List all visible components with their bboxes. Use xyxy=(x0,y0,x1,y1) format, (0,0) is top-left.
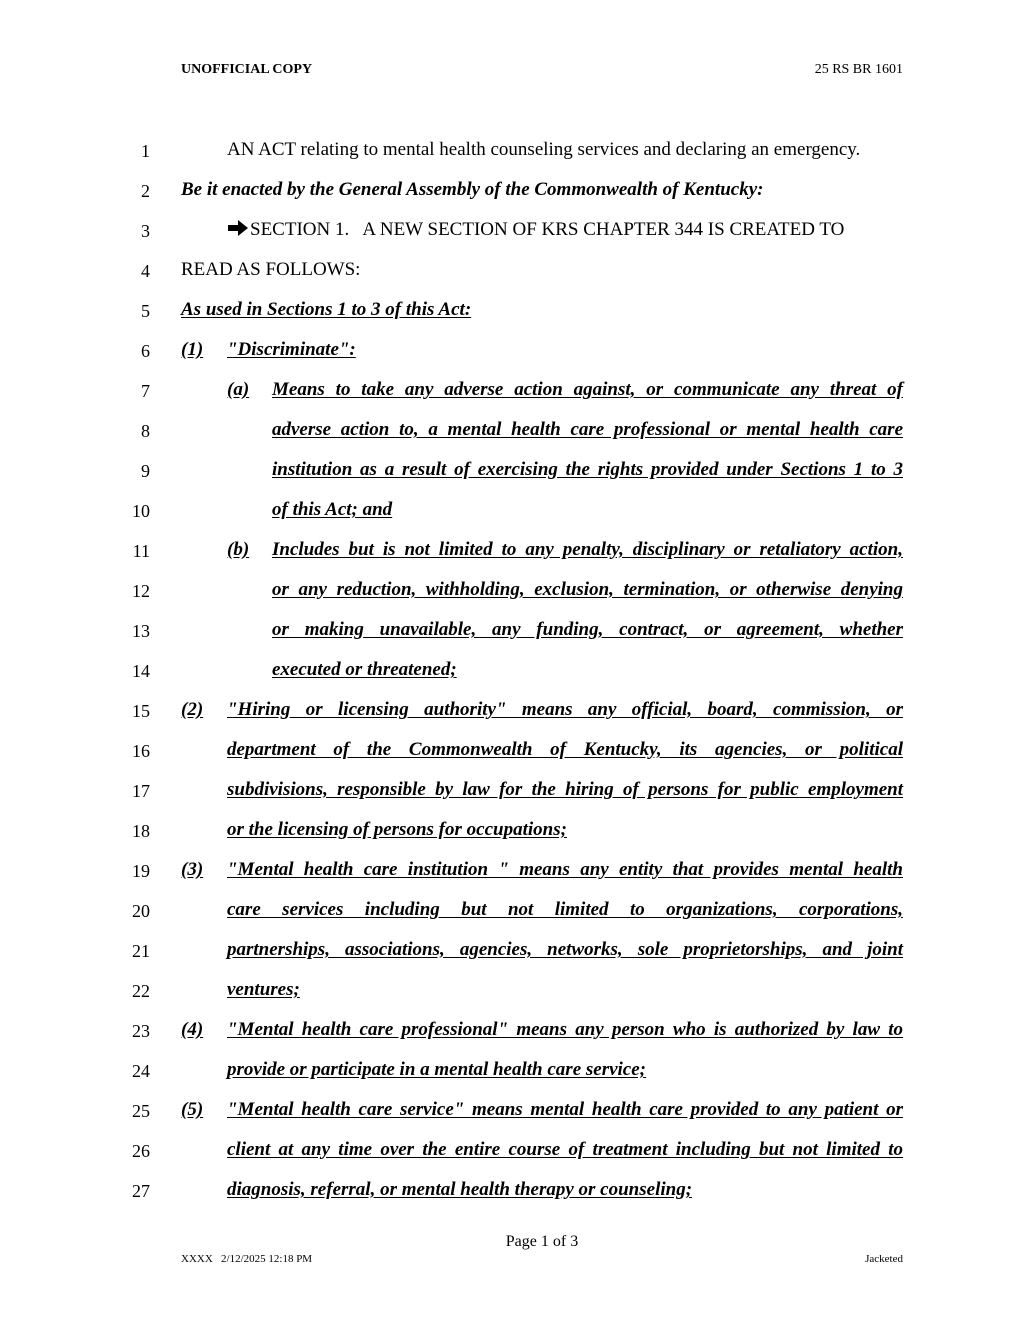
item-label-3: (3) xyxy=(181,859,204,880)
line-number: 19 xyxy=(132,861,150,881)
definition-discriminate-term: "Discriminate": xyxy=(227,339,356,360)
definition-text: diagnosis, referral, or mental health therapy or counseling; xyxy=(227,1179,693,1200)
section-heading xyxy=(227,218,903,242)
line-number: 2 xyxy=(141,181,150,201)
definition-text: "Mental health care institution " means any entity that provides mental health xyxy=(227,859,903,880)
arrow-right-icon xyxy=(227,220,249,236)
section-heading-cont: READ AS FOLLOWS: xyxy=(181,259,361,280)
line-number: 8 xyxy=(141,421,150,441)
definition-text: executed or threatened; xyxy=(272,659,457,680)
header-unofficial-copy: UNOFFICIAL COPY xyxy=(181,62,313,77)
line-number: 9 xyxy=(141,461,150,481)
line-number: 13 xyxy=(132,621,150,641)
definition-text: of this Act; and xyxy=(272,499,393,520)
header-bill-request-number: 25 RS BR 1601 xyxy=(814,62,903,77)
definition-text: department of the Commonwealth of Kentucky, its agencies, or political xyxy=(227,739,903,760)
definition-text: or the licensing of persons for occupations; xyxy=(227,819,567,840)
line-number: 20 xyxy=(132,901,150,921)
item-label-4: (4) xyxy=(181,1019,204,1040)
line-number: 12 xyxy=(132,581,150,601)
definition-text: "Mental health care professional" means any person who is authorized by law to xyxy=(227,1019,903,1040)
definition-text: client at any time over the entire course of treatment including but not limited to xyxy=(227,1139,903,1160)
line-number: 10 xyxy=(132,501,150,521)
line-number: 3 xyxy=(141,221,150,241)
item-label-b: (b) xyxy=(227,539,250,560)
definition-text: subdivisions, responsible by law for the hiring of persons for public employment xyxy=(227,779,903,800)
definitions-intro: As used in Sections 1 to 3 of this Act: xyxy=(181,299,472,320)
line-number: 27 xyxy=(132,1181,150,1201)
page-number: Page 1 of 3 xyxy=(505,1233,579,1250)
item-label-a: (a) xyxy=(227,379,250,400)
section-heading-text: SECTION 1. A NEW SECTION OF KRS CHAPTER 344 IS CREATED TO xyxy=(250,219,845,240)
definition-text: care services including but not limited to organizations, corporations, xyxy=(227,899,903,920)
definition-text: provide or participate in a mental health care service; xyxy=(227,1059,647,1080)
line-number: 5 xyxy=(141,301,150,321)
footer-status: Jacketed xyxy=(865,1253,903,1265)
line-number: 18 xyxy=(132,821,150,841)
line-number: 16 xyxy=(132,741,150,761)
line-number: 6 xyxy=(141,341,150,361)
line-number: 23 xyxy=(132,1021,150,1041)
definition-text: adverse action to, a mental health care professional or mental health care xyxy=(272,419,903,440)
line-number: 14 xyxy=(132,661,150,681)
line-number: 17 xyxy=(132,781,150,801)
line-number: 22 xyxy=(132,981,150,1001)
definition-text: Includes but is not limited to any penalty, disciplinary or retaliatory action, xyxy=(272,539,903,560)
line-number: 4 xyxy=(141,261,150,281)
line-number: 11 xyxy=(132,541,150,561)
definition-text: "Mental health care service" means mental health care provided to any patient or xyxy=(227,1099,903,1120)
act-title: AN ACT relating to mental health counseling services and declaring an emergency. xyxy=(227,139,861,160)
item-label-1: (1) xyxy=(181,339,204,360)
line-number: 24 xyxy=(132,1061,150,1081)
definition-text: ventures; xyxy=(227,979,300,1000)
definition-text: or making unavailable, any funding, contract, or agreement, whether xyxy=(272,619,903,640)
line-number: 15 xyxy=(132,701,150,721)
enacting-clause: Be it enacted by the General Assembly of the Commonwealth of Kentucky: xyxy=(181,179,764,200)
line-number: 25 xyxy=(132,1101,150,1121)
definition-text: Means to take any adverse action against, or communicate any threat of xyxy=(272,379,903,400)
line-number: 26 xyxy=(132,1141,150,1161)
line-number: 21 xyxy=(132,941,150,961)
definition-text: institution as a result of exercising the rights provided under Sections 1 to 3 xyxy=(272,459,903,480)
definition-text: or any reduction, withholding, exclusion, termination, or otherwise denying xyxy=(272,579,903,600)
item-label-5: (5) xyxy=(181,1099,204,1120)
item-label-2: (2) xyxy=(181,699,204,720)
definition-text: "Hiring or licensing authority" means any official, board, commission, or xyxy=(227,699,903,720)
line-number: 7 xyxy=(141,381,150,401)
line-number: 1 xyxy=(141,141,150,161)
footer-timestamp: XXXX 2/12/2025 12:18 PM xyxy=(181,1253,313,1265)
definition-text: partnerships, associations, agencies, networks, sole proprietorships, and joint xyxy=(227,939,903,960)
